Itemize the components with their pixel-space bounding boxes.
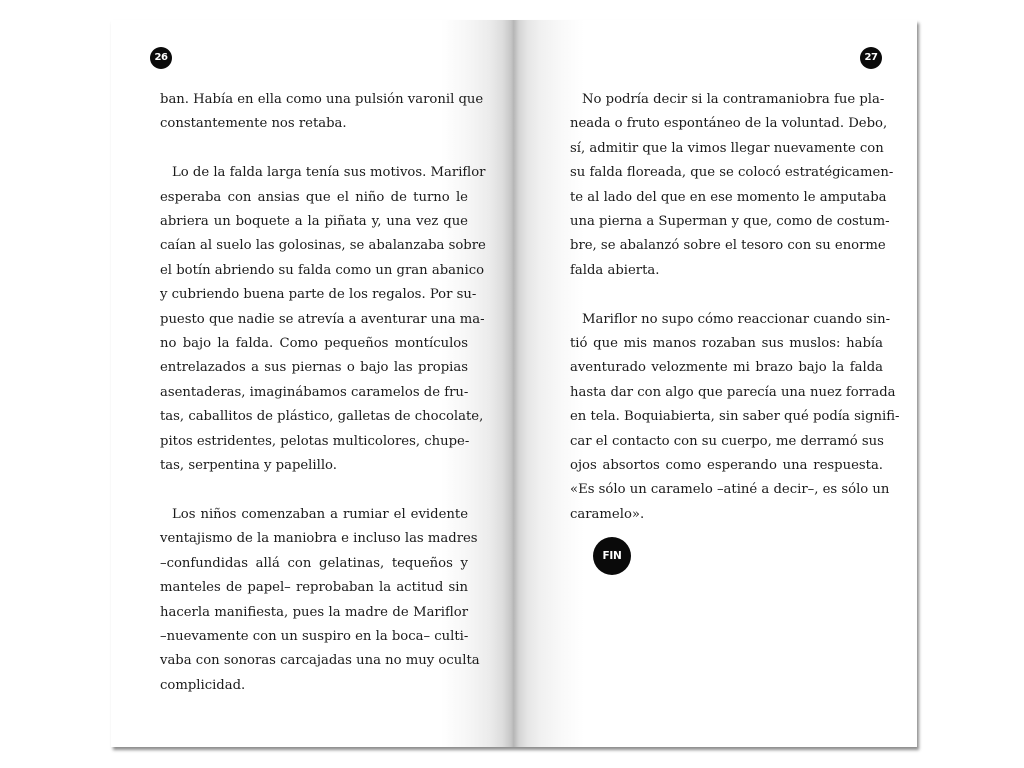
paragraph xyxy=(160,161,486,478)
end-badge: FIN xyxy=(593,537,631,575)
left-page-text xyxy=(160,88,486,723)
text-line: caían al suelo las golosinas, se abalanzaba sobre xyxy=(160,238,486,254)
text-line: complicidad. xyxy=(160,677,246,693)
right-page xyxy=(514,20,917,747)
text-line: entrelazados a sus piernas o bajo las propias xyxy=(160,360,468,376)
text-line: –confundidas allá con gelatinas, tequeños y xyxy=(160,555,468,571)
text-line: su falda floreada, que se colocó estratégicamen- xyxy=(570,165,894,181)
paragraph xyxy=(160,503,480,698)
text-line: manteles de papel– reprobaban la actitud sin xyxy=(160,580,468,596)
text-line: bre, se abalanzó sobre el tesoro con su enorme xyxy=(570,238,886,254)
text-line: «Es sólo un caramelo –atiné a decir–, es sólo un xyxy=(570,482,890,498)
text-line: falda abierta. xyxy=(570,262,660,278)
text-line: Lo de la falda larga tenía sus motivos. Mariflor xyxy=(172,165,486,181)
text-line: car el contacto con su cuerpo, me derramó sus xyxy=(570,433,884,449)
open-book-spread xyxy=(111,20,917,747)
text-line: te al lado del que en ese momento le amputaba xyxy=(570,189,887,205)
text-line: –nuevamente con un suspiro en la boca– culti- xyxy=(160,628,469,644)
text-line: abriera un boquete a la piñata y, una vez que xyxy=(160,214,468,230)
paragraph xyxy=(570,88,894,283)
text-line: ban. Había en ella como una pulsión varonil que xyxy=(160,92,484,107)
text-line: sí, admitir que la vimos llegar nuevamente con xyxy=(570,140,884,156)
page-number-right: 27 xyxy=(860,47,882,69)
text-line: vaba con sonoras carcajadas una no muy oculta xyxy=(160,653,480,669)
paragraph xyxy=(570,308,900,528)
text-line: hasta dar con algo que parecía una nuez forrada xyxy=(570,384,896,400)
text-line: asentaderas, imaginábamos caramelos de fru- xyxy=(160,384,469,400)
text-line: caramelo». xyxy=(570,506,645,522)
text-line: constantemente nos retaba. xyxy=(160,116,347,132)
text-line: Los niños comenzaban a rumiar el evidente xyxy=(172,506,468,522)
text-line: y cubriendo buena parte de los regalos. Por su- xyxy=(160,287,477,303)
left-page xyxy=(111,20,514,747)
text-line: hacerla manifiesta, pues la madre de Mariflor xyxy=(160,604,468,620)
text-line: ventajismo de la maniobra e incluso las madres xyxy=(160,531,478,547)
text-line: Mariflor no supo cómo reaccionar cuando sin- xyxy=(582,311,891,327)
text-line: no bajo la falda. Como pequeños montículos xyxy=(160,336,468,352)
paragraph xyxy=(160,88,484,137)
text-line: tió que mis manos rozaban sus muslos: había xyxy=(570,336,883,352)
right-page-text xyxy=(570,88,900,552)
text-line: una pierna a Superman y que, como de costum- xyxy=(570,214,890,230)
text-line: neada o fruto espontáneo de la voluntad. Debo, xyxy=(570,116,888,132)
text-line: tas, serpentina y papelillo. xyxy=(160,458,337,474)
text-line: aventurado velozmente mi brazo bajo la falda xyxy=(570,360,883,376)
text-line: el botín abriendo su falda como un gran abanico xyxy=(160,262,485,278)
text-line: en tela. Boquiabierta, sin saber qué podía signifi- xyxy=(570,409,900,425)
text-line: pitos estridentes, pelotas multicolores, chupe- xyxy=(160,433,470,449)
text-line: esperaba con ansias que el niño de turno le xyxy=(160,189,468,205)
text-line: puesto que nadie se atrevía a aventurar una ma- xyxy=(160,311,485,327)
text-line: ojos absortos como esperando una respuesta. xyxy=(570,458,883,474)
page-number-left: 26 xyxy=(150,47,172,69)
text-line: tas, caballitos de plástico, galletas de chocolate, xyxy=(160,409,484,425)
text-line: No podría decir si la contramaniobra fue pla- xyxy=(582,92,885,107)
